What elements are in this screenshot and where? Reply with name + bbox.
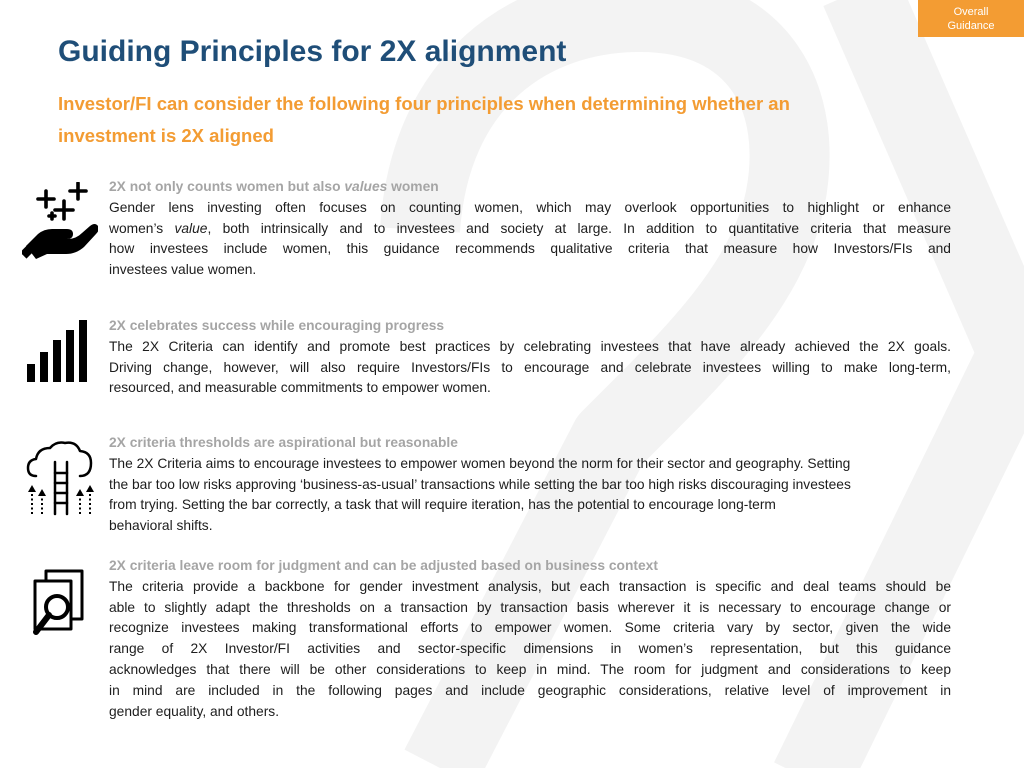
principle-body-line: behavioral shifts. xyxy=(109,518,213,534)
principle-body-line xyxy=(109,219,951,240)
principle-2 xyxy=(109,316,951,399)
principle-heading xyxy=(109,177,951,198)
principle-1 xyxy=(109,177,951,281)
hand-sparkles-icon xyxy=(22,182,98,260)
body-text: women’s xyxy=(109,220,175,236)
principle-body-line: in mind are included in the following pages and include geographic considerations, relative level of improvement in xyxy=(109,682,951,698)
section-badge xyxy=(918,0,1024,37)
badge-line-1: Overall xyxy=(953,6,989,18)
principle-heading: 2X celebrates success while encouraging progress xyxy=(109,318,445,333)
principle-body-line: resourced, and measurable commitments to empower women. xyxy=(109,380,491,396)
principle-body-line: the bar too low risks approving ‘business-as-usual’ transactions while setting the bar too high risks discouraging investees xyxy=(109,476,851,492)
principle-body-line: gender equality, and others. xyxy=(109,703,280,719)
principle-body-line: The 2X Criteria can identify and promote best practices by celebrating investees that have already achieved the 2X goals. xyxy=(109,338,951,354)
subtitle-line-2: investment is 2X aligned xyxy=(58,125,274,146)
cloud-ladder-icon xyxy=(25,440,95,516)
principle-4 xyxy=(109,556,951,722)
principle-heading: 2X criteria leave room for judgment and can be adjusted based on business context xyxy=(109,558,658,573)
badge-line-2: Guidance xyxy=(947,20,995,32)
principle-body-line: investees value women. xyxy=(109,262,257,278)
principle-body-line: The 2X Criteria aims to encourage investees to empower women beyond the norm for their sector and geography. Setting xyxy=(109,455,851,471)
principle-body-line: from trying. Setting the bar correctly, a task that will require iteration, has the potential to encourage long-term xyxy=(109,497,776,513)
principle-body-line: Gender lens investing often focuses on counting women, which may overlook opportunities to highlight or enhance xyxy=(109,199,951,215)
page-title: Guiding Principles for 2X alignment xyxy=(58,35,567,68)
body-text: , both intrinsically and to investees and society at large. In addition to quantitative criteria that measure xyxy=(207,220,951,236)
principle-body-line: acknowledges that there will be other considerations to keep in mind. The room for judgment and considerations to keep xyxy=(109,661,951,677)
page-subtitle xyxy=(58,88,790,152)
principle-body-line: able to slightly adapt the thresholds on a transaction by transaction basis wherever it is necessary to encourage change or xyxy=(109,599,951,615)
bar-chart-icon xyxy=(26,318,90,384)
heading-emphasis: values xyxy=(344,179,388,194)
principle-body-line: recognize investees making transformational efforts to empower women. Some criteria vary by sector, given the wide xyxy=(109,620,951,636)
principle-body-line: The criteria provide a backbone for gender investment analysis, but each transaction is specific and deal teams should be xyxy=(109,578,951,594)
principle-body-line: Driving change, however, will also require Investors/FIs to encourage and celebrate investees willing to make long-term, xyxy=(109,359,951,375)
subtitle-line-1: Investor/FI can consider the following four principles when determining whether an xyxy=(58,93,790,114)
document-magnifier-icon xyxy=(31,569,85,641)
heading-text: women xyxy=(387,179,439,194)
principle-heading: 2X criteria thresholds are aspirational but reasonable xyxy=(109,435,458,450)
principle-body-line: how investees include women, this guidance recommends qualitative criteria that measure how Investors/FIs and xyxy=(109,241,951,257)
principle-body-line: range of 2X Investor/FI activities and sector-specific dimensions in women’s representation, but this guidance xyxy=(109,641,951,657)
body-emphasis: value xyxy=(174,220,208,236)
heading-text: 2X not only counts women but also xyxy=(109,179,345,194)
principle-3 xyxy=(109,433,951,537)
